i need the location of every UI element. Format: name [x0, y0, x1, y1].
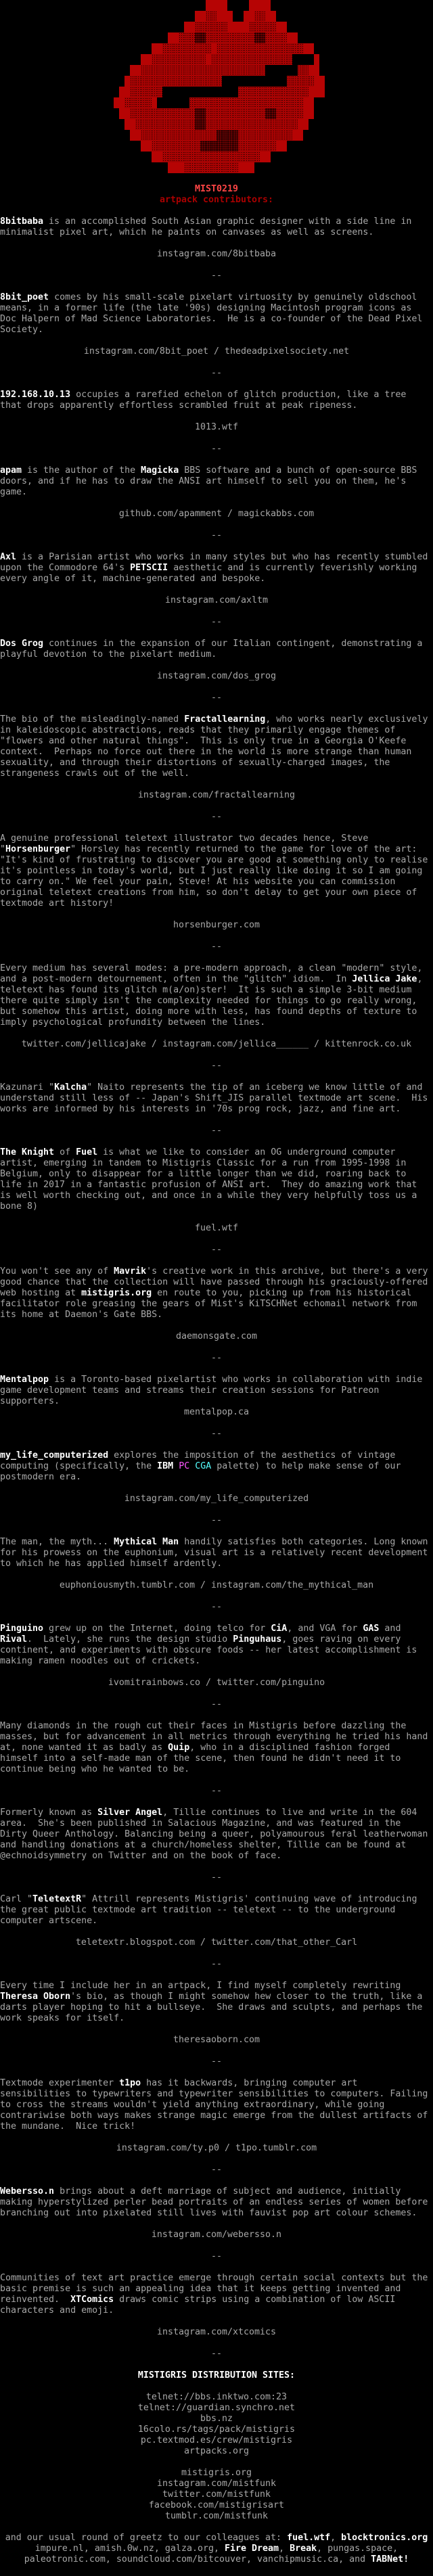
contributor-bio: Dos Grog continues in the expansion of our Italian contingent, demonstrating a playful devotion to the pixelart medium.: [0, 639, 428, 660]
separator: --: [210, 1353, 222, 1363]
contributor-url: ivomitrainbows.co / twitter.com/pinguino: [108, 1678, 325, 1688]
separator: --: [210, 368, 222, 378]
separator: --: [210, 1602, 222, 1612]
page-subtitle: artpack contributors:: [159, 195, 274, 205]
contributor-bio: You won't see any of Mavrik's creative work in this archive, but there's a very good chance that the collection will have passed through his graciously-offered web hosting at mistigris.org en route to you, picking up from his historical facilitator role greasing the gears of Mist's KiTSCHNet echomail network from its home at Daemon's Gate BBS.: [0, 1266, 433, 1320]
contributor-url: instagram.com/dos_grog: [156, 671, 277, 681]
contributor-url: fuel.wtf: [194, 1223, 239, 1233]
contributor-bio: The bio of the misleadingly-named Fractallearning, who works nearly exclusively in kaleidoscopic abstractions, reads that they primarily engage themes of "flowers and other natural things". This is only true in a Georgia O'Keefe context. Perhaps no force out there in the world is more strange than human sexuality, and through their distortions of sexually-charged images, the strangeness crawls out of the well.: [0, 714, 433, 779]
distribution-site-url: pc.textmod.es/crew/mistigris: [140, 2435, 293, 2445]
lips-art-row: [103, 97, 330, 108]
contributor-url: teletextr.blogspot.com / twitter.com/that_other_Carl: [75, 1937, 358, 1948]
lips-art-row: [103, 32, 330, 43]
contributor-bio: my_life_computerized explores the imposition of the aesthetics of vintage computing (specifically, the IBM PC CGA palette) to help make sense of our postmodern era.: [0, 1450, 407, 1482]
distribution-site-url: bbs.nz: [200, 2414, 233, 2424]
distribution-site-url: 16colo.rs/tags/pack/mistigris: [137, 2424, 296, 2435]
lips-art-row: [103, 119, 330, 130]
contributor-url: github.com/apamment / magickabbs.com: [118, 509, 315, 519]
lips-art-row: [103, 22, 330, 32]
contributor-bio: Kazunari "Kalcha" Naito represents the tip of an iceberg we know little of and understand still less of -- Japan's Shift_JIS parallel textmode art scene. His works are informed by his interests in '70s prog rock, jazz, and fine art.: [0, 1082, 433, 1114]
distribution-heading: MISTIGRIS DISTRIBUTION SITES:: [137, 2370, 296, 2380]
separator: --: [210, 1429, 222, 1439]
distribution-socials: [0, 2468, 433, 2522]
contributor-bio: 192.168.10.13 occupies a rarefied echelon of glitch production, like a tree that drops apparently effortless scrambled fruit at peak ripeness.: [0, 390, 412, 411]
greetz-line: and our usual round of greetz to our colleagues at: fuel.wtf, blocktronics.org: [5, 2533, 428, 2543]
contributor-url: instagram.com/xtcomics: [156, 2327, 277, 2337]
pack-id-title: MIST0219: [194, 184, 239, 194]
lips-art-row: [103, 43, 330, 54]
contributor-url: daemonsgate.com: [175, 1331, 258, 1341]
lips-art-row: [103, 130, 330, 141]
contributor-url: horsenburger.com: [173, 920, 260, 930]
distribution-site-url: telnet://bbs.inktwo.com:23: [145, 2392, 288, 2402]
contributor-bio: apam is the author of the Magicka BBS software and a bunch of open-source BBS doors, and if he has to draw the ANSI art himself to sell you on them, he's game.: [0, 465, 423, 497]
contributor-bio: Carl "TeletextR" Attrill represents Mistigris' continuing wave of introducing the great public textmode art tradition -- teletext -- to the underground computer artscene.: [0, 1894, 423, 1926]
separator: --: [210, 693, 222, 703]
contributor-bio: Mentalpop is a Toronto-based pixelartist who works in collaboration with indie game development teams and streams their creation sessions for Patreon supporters.: [0, 1375, 428, 1406]
contributor-url: instagram.com/my_life_computerized: [124, 1494, 309, 1504]
lips-art-row: [103, 76, 330, 87]
greetz-line: paleotronic.com, soundcloud.com/bitcouver, vanchipmusic.ca, and TABNet!: [24, 2554, 409, 2564]
contributor-bio: Webersso.n brings about a deft marriage of subject and audience, initially making hyperstylized perler bead portraits of an endless series of women before branching out into pixelated still lives with fauvist pop art colour schemes.: [0, 2186, 433, 2218]
separator: --: [210, 2056, 222, 2067]
contributor-url: euphoniousmyth.tumblr.com / instagram.com/the_mythical_man: [59, 1580, 374, 1590]
contributor-url: instagram.com/8bitbaba: [156, 249, 277, 259]
contributor-bio: Many diamonds in the rough cut their faces in Mistigris before dazzling the masses, but for advancement in all metrics through everything he tried his hand at, none wanted it as badly as Quip, who in a disciplined fashion forged himself into a self-made man of the scene, then found he didn't need it to continue being who he wanted to be.: [0, 1721, 433, 1774]
separator: --: [210, 617, 222, 627]
contributor-bio: Pinguino grew up on the Internet, doing telco for CiA, and VGA for GAS and Rival. Lately, she runs the design studio Pinguhaus, goes raving on every continent, and experiments with obscure foods -- her latest accomplishment is making ramen noodles out of crickets.: [0, 1624, 423, 1666]
separator: --: [210, 444, 222, 454]
lips-art-row: [103, 108, 330, 119]
separator: --: [210, 2251, 222, 2261]
distribution-site-url: telnet://guardian.synchro.net: [137, 2403, 296, 2413]
distribution-social-url: instagram.com/mistfunk: [156, 2479, 277, 2489]
separator: --: [210, 1959, 222, 1969]
separator: --: [210, 1699, 222, 1709]
distribution-social-url: facebook.com/mistigrisart: [148, 2500, 285, 2510]
distribution-social-url: tumblr.com/mistfunk: [164, 2511, 269, 2521]
distribution-sites: [0, 2392, 433, 2457]
lips-art-row: [103, 0, 330, 11]
separator: --: [210, 530, 222, 540]
distribution-site-url: artpacks.org: [183, 2446, 250, 2456]
separator: --: [210, 1515, 222, 1525]
contributor-bio: A genuine professional teletext illustrator two decades hence, Steve "Horsenburger" Horsley has recently returned to the game for love of the art: "It's kind of frustrating to discover you are good at something only to realise it's pointless in today's world, but I just really like doing it so I am going to carry on." We feel your pain, Steve! At his website you can commission original teletext creations from him, so don't delay to get your own piece of textmode art history!: [0, 833, 433, 908]
contributors-list: [0, 216, 433, 2360]
contributor-url: instagram.com/webersso.n: [151, 2230, 282, 2240]
lips-art-row: [103, 87, 330, 97]
separator: --: [210, 1872, 222, 1883]
contributor-url: theresaoborn.com: [173, 2035, 260, 2045]
greetz-line: impure.nl, amish.0w.nz, galza.org, Fire Dream, Break, pungas.space,: [35, 2544, 398, 2554]
separator: --: [210, 1061, 222, 1071]
contributor-url: instagram.com/ty.p0 / t1po.tumblr.com: [116, 2143, 317, 2153]
separator: --: [210, 1126, 222, 1136]
contributor-bio: Every time I include her in an artpack, I find myself completely rewriting Theresa Oborn's bio, as though I might somehow hew closer to the truth, like a darts player hoping to hit a bullseye. She draws and sculpts, and perhaps the work speaks for itself.: [0, 1981, 428, 2023]
ansi-lips-kiss-art: [103, 0, 330, 173]
separator: --: [210, 1245, 222, 1255]
contributor-bio: Every medium has several modes: a pre-modern approach, a clean "modern" style, and a post-modern detournement, often in the "glitch" idiom. In Jellica Jake, teletext has found its glitch m(a/on)ster! It is such a simple 3-bit medium there quite simply isn't the complexity needed for things to go really wrong, but somehow this artist, doing more with less, has found depths of texture to imply psychological profundity between the lines.: [0, 963, 428, 1028]
lips-art-row: [103, 54, 330, 65]
distribution-social-url: twitter.com/mistfunk: [162, 2489, 271, 2500]
separator: --: [210, 1786, 222, 1796]
separator: --: [210, 271, 222, 281]
separator: --: [210, 2349, 222, 2359]
lips-art-row: [103, 65, 330, 76]
contributor-url: instagram.com/axltm: [164, 595, 269, 605]
contributor-bio: Communities of text art practice emerge through certain social contexts but the basic premise is such an appealing idea that it keeps getting invented and reinvented. XTComics draws comic strips using a combination of low ASCII characters and emoji.: [0, 2273, 433, 2316]
contributor-bio: The Knight of Fuel is what we like to consider an OG underground computer artist, emerging in tandem to Mistigris Classic for a run from 1995-1998 in Belgium, only to disappear for a little longer than we did, roaring back to life in 2017 in a fantastic profusion of ANSI art. They do amazing work that is well worth checking out, and once in a while they very helpfully toss us a bone 8): [0, 1147, 423, 1212]
separator: --: [210, 942, 222, 952]
separator: --: [210, 2165, 222, 2175]
contributor-url: 1013.wtf: [194, 422, 239, 432]
contributor-bio: The man, the myth... Mythical Man handily satisfies both categories. Long known for his prowess on the euphonium, visual art is a relatively recent development to which he has applied himself ardently.: [0, 1537, 433, 1569]
separator: --: [210, 812, 222, 822]
contributor-url: twitter.com/jellicajake / instagram.com/jellica______ / kittenrock.co.uk: [21, 1039, 412, 1049]
lips-art-row: [103, 152, 330, 162]
greetz-footer: [0, 2533, 433, 2565]
distribution-social-url: mistigris.org: [181, 2468, 252, 2478]
lips-art-row: [103, 141, 330, 152]
contributor-url: mentalpop.ca: [183, 1407, 250, 1417]
contributor-url: instagram.com/8bit_poet / thedeadpixelsociety.net: [83, 346, 350, 356]
contributor-bio: 8bitbaba is an accomplished South Asian graphic designer with a side line in minimalist pixel art, which he paints on canvases as well as screens.: [0, 216, 417, 237]
lips-art-row: [103, 11, 330, 22]
contributor-bio: Formerly known as Silver Angel, Tillie continues to live and write in the 604 area. She's been published in Salacious Magazine, and was featured in the Dirty Queer Anthology. Balancing being a queer, polyamourous feral leatherwoman and handling donations at a church/homeless shelter, Tillie can be found at @echnoidsymmetry on Twitter and on the book of face.: [0, 1808, 433, 1861]
contributor-url: instagram.com/fractallearning: [137, 790, 296, 800]
contributor-bio: 8bit_poet comes by his small-scale pixelart virtuosity by genuinely oldschool means, in a former life (the late '90s) designing Macintosh program icons as Doc Halpern of Mad Science Laboratories. He is a co-founder of the Dead Pixel Society.: [0, 292, 428, 335]
contributor-bio: Textmode experimenter t1po has it backwards, bringing computer art sensibilities to typewriters and typewriter sensibilities to computers. Failing to cross the streams wouldn't yield anything extraordinary, while going contrariwise both ways makes strange magic emerge from the dullest artifacts of the mundane. Nice trick!: [0, 2078, 433, 2132]
lips-art-row: [103, 162, 330, 173]
contributor-bio: Axl is a Parisian artist who works in many styles but who has recently stumbled upon the Commodore 64's PETSCII aesthetic and is currently feverishly working every angle of it, machine-generated and bespoke.: [0, 552, 433, 584]
